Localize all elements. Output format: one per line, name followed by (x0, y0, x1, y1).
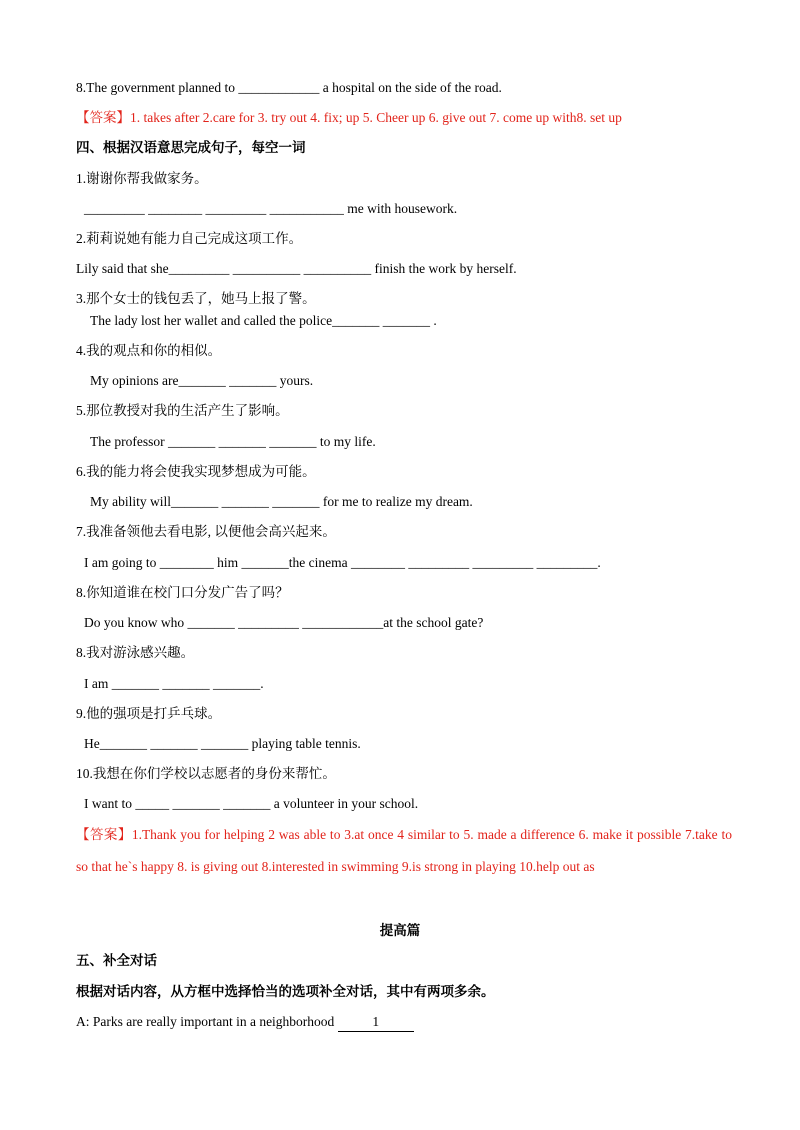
q3-english: The lady lost her wallet and called the police_______ _______ . (90, 313, 437, 328)
q1-chinese: 1.谢谢你帮我做家务。 (76, 171, 208, 186)
answer-text: 1.Thank you for helping 2 was able to 3.at once 4 similar to 5. made a difference 6. make it possible 7.take to so that he`s happy 8. is giving out 8.interested in swimming 9.is strong in playing 10.help out as (76, 827, 732, 874)
section-5-instructions: 根据对话内容，从方框中选择恰当的选项补全对话，其中有两项多余。 (76, 984, 495, 999)
q5-chinese: 5.那位教授对我的生活产生了影响。 (76, 403, 289, 418)
q1-english: _________ ________ _________ ___________ me with housework. (84, 201, 458, 216)
q6-chinese: 6.我的能力将会使我实现梦想成为可能。 (76, 464, 316, 479)
q4-english: My opinions are_______ _______ yours. (90, 373, 314, 388)
section-4-title: 四、根据汉语意思完成句子，每空一词 (76, 140, 306, 155)
q3-chinese: 3.那个女士的钱包丢了，她马上报了警。 (76, 291, 316, 306)
question-8-prev: 8.The government planned to ____________ a hospital on the side of the road. (76, 80, 502, 95)
q6-english: My ability will_______ _______ _______ for me to realize my dream. (90, 494, 473, 509)
answer-key-section-3: 【答案】1. takes after 2.care for 3. try out 4. fix; up 5. Cheer up 6. give out 7. come up with8. set up (76, 110, 622, 125)
q5-english: The professor _______ _______ _______ to my life. (90, 434, 376, 449)
dialog-blank-1[interactable]: 1 (338, 1013, 414, 1032)
q10-english: I want to _____ _______ _______ a volunteer in your school. (84, 796, 419, 811)
q9-chinese: 9.他的强项是打乒乓球。 (76, 706, 222, 721)
q7-english: I am going to ________ him _______the cinema ________ _________ _________ _________. (84, 555, 601, 570)
q2-chinese: 2.莉莉说她有能力自己完成这项工作。 (76, 231, 303, 246)
q9-english: He_______ _______ _______ playing table tennis. (84, 736, 361, 751)
q8-english: Do you know who _______ _________ ____________at the school gate? (84, 615, 484, 630)
section-5-title: 五、补全对话 (76, 953, 157, 968)
answer-label: 【答案】 (76, 827, 132, 842)
q8b-english: I am _______ _______ _______. (84, 676, 264, 691)
section-heading-advanced: 提高篇 (379, 923, 421, 938)
answer-key-section-4 (76, 819, 732, 883)
q8-chinese: 8.你知道谁在校门口分发广告了吗？ (76, 585, 289, 600)
q7-chinese: 7.我准备领他去看电影, 以便他会高兴起来。 (76, 524, 336, 539)
q8b-chinese: 8.我对游泳感兴趣。 (76, 645, 195, 660)
q10-chinese: 10.我想在你们学校以志愿者的身份来帮忙。 (76, 766, 336, 781)
dialog-a-text: A: Parks are really important in a neighborhood (76, 1014, 338, 1029)
q2-english: Lily said that she_________ __________ __________ finish the work by herself. (76, 261, 517, 276)
dialog-line-a (76, 1013, 740, 1032)
q4-chinese: 4.我的观点和你的相似。 (76, 343, 222, 358)
